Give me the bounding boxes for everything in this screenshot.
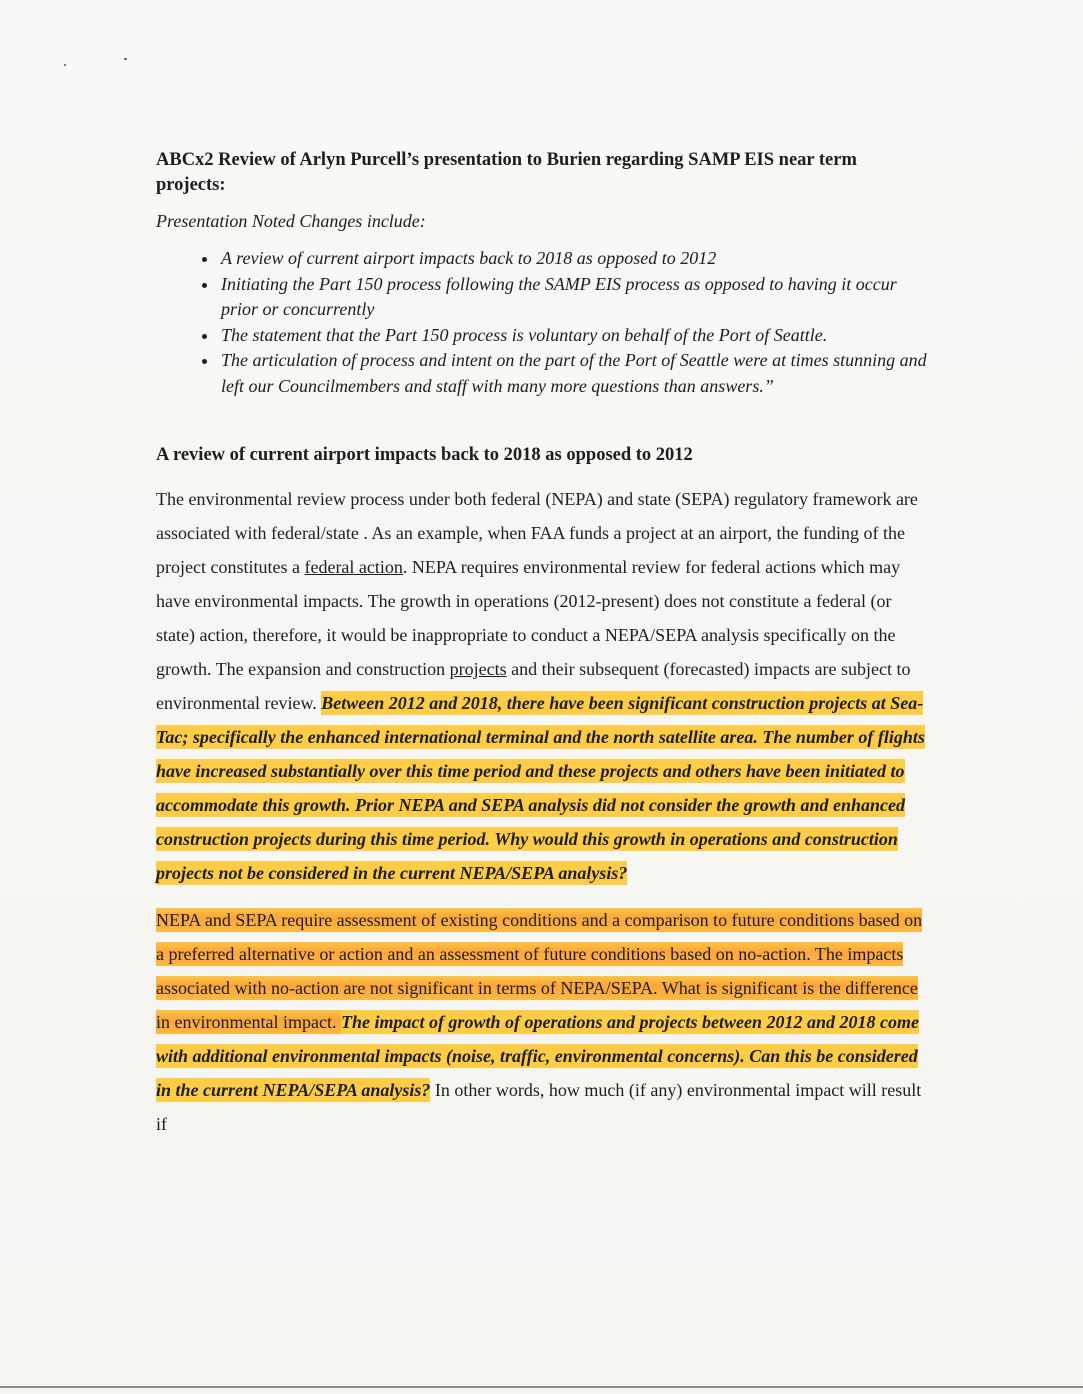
page-bottom-rule	[0, 1386, 1083, 1388]
paragraph-1-text-c: and their subsequent (forecasted) impacts are subject to environmental review.	[156, 659, 911, 713]
document-title: ABCx2 Review of Arlyn Purcell’s presentation to Burien regarding SAMP EIS near term projects:	[156, 150, 857, 195]
paragraph-1	[156, 482, 931, 890]
list-item: • A review of current airport impacts back to 2018 as opposed to 2012	[219, 246, 931, 272]
document-body	[156, 148, 931, 1141]
projects-term: projects	[449, 659, 507, 679]
paragraph-2	[156, 903, 931, 1141]
highlighted-block: NEPA and SEPA require assessment of existing conditions and a comparison to future conditions based on a preferred alternative or action and an assessment of future conditions based on no-action. The impacts associated with no-action are not significant in terms of NEPA/SEPA. What is significant is the difference in environmental impact.	[156, 910, 923, 1032]
scan-speck	[64, 64, 66, 66]
highlighted-passage-2: The impact of growth of operations and projects between 2012 and 2018 come with additional environmental impacts (noise, traffic, environmental concerns). Can this be considered in the current NEPA/SEPA analysis?	[156, 1012, 919, 1100]
intro-line: Presentation Noted Changes include:	[156, 211, 426, 231]
changes-list	[156, 246, 931, 399]
paragraph-2-tail: In other words, how much (if any) environmental impact will result if	[156, 1080, 922, 1134]
list-item: • Initiating the Part 150 process following the SAMP EIS process as opposed to having it occur prior or concurrently	[219, 272, 931, 323]
highlighted-passage-1: Between 2012 and 2018, there have been significant construction projects at Sea-Tac; specifically the enhanced international terminal and the north satellite area. The number of flights have increased substantially over this time period and these projects and others have been initiated to accommodate this growth. Prior NEPA and SEPA analysis did not consider the growth and enhanced construction projects during this time period. Why would this growth in operations and construction projects not be considered in the current NEPA/SEPA analysis?	[156, 693, 925, 883]
federal-action-term: federal action	[304, 557, 403, 577]
list-item: • The statement that the Part 150 process is voluntary on behalf of the Port of Seattle.	[219, 323, 931, 349]
paragraph-1-text-a: The environmental review process under both federal (NEPA) and state (SEPA) regulatory framework are associated with federal/state . As an example, when FAA funds a project at an airport, the funding of the project constitutes a	[156, 489, 918, 577]
scan-speck	[124, 58, 127, 60]
section-heading: A review of current airport impacts back to 2018 as opposed to 2012	[156, 445, 693, 465]
list-item: • The articulation of process and intent on the part of the Port of Seattle were at times stunning and left our Councilmembers and staff with many more questions than answers.”	[219, 348, 931, 399]
paragraph-1-text-b: . NEPA requires environmental review for federal actions which may have environmental impacts. The growth in operations (2012-present) does not constitute a federal (or state) action, therefore, it would be inappropriate to conduct a NEPA/SEPA analysis specifically on the growth. The expansion and construction	[156, 557, 901, 679]
